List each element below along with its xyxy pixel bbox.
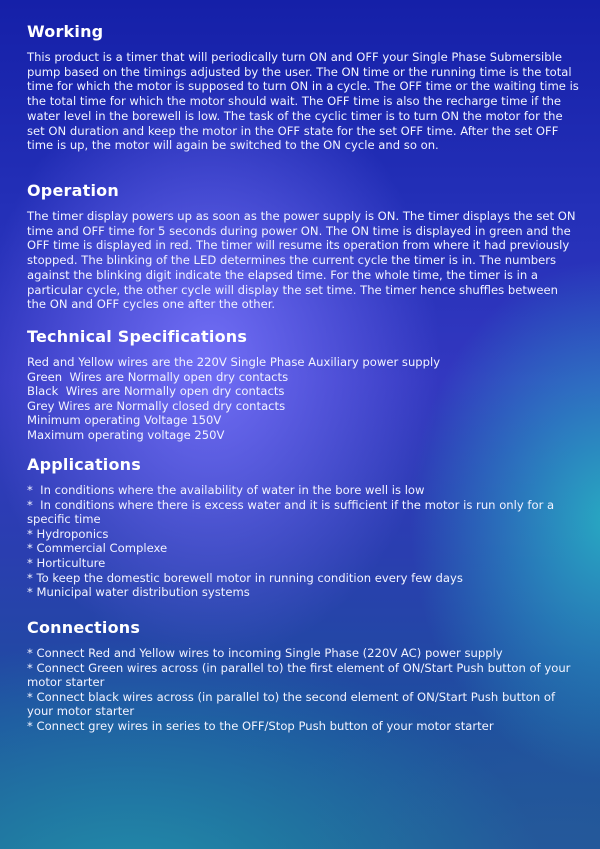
technical-specifications-list — [27, 355, 579, 443]
section-connections — [27, 618, 579, 734]
list-item: * Connect black wires across (in parallel to) the second element of ON/Start Push button of your motor starter — [27, 689, 559, 719]
connections-list — [27, 646, 579, 734]
list-item: * In conditions where the availability of water in the bore well is low — [27, 483, 425, 497]
section-technical-specifications — [27, 327, 579, 443]
section-working — [27, 22, 579, 153]
list-item: * Municipal water distribution systems — [27, 585, 250, 600]
list-item: Grey Wires are Normally closed dry contacts — [27, 398, 286, 413]
applications-heading: Applications — [27, 455, 141, 474]
list-item: Black Wires are Normally open dry contacts — [27, 384, 285, 399]
operation-heading: Operation — [27, 181, 119, 200]
list-item: Minimum operating Voltage 150V — [27, 413, 222, 428]
working-body: This product is a timer that will periodically turn ON and OFF your Single Phase Submersible pump based on the timings adjusted by the user. The ON time or the running time is the total time for which the motor is supposed to turn ON in a cycle. The OFF time or the waiting time is the total time for which the motor should wait. The OFF time is also the recharge time if the water level in the borewell is low. The task of the cyclic timer is to turn ON the motor for the set ON duration and keep the motor in the OFF state for the set OFF time. After the set OFF time is up, the motor will again be switched to the ON cycle and so on. — [27, 50, 579, 153]
applications-list — [27, 483, 579, 600]
list-item: Red and Yellow wires are the 220V Single Phase Auxiliary power supply — [27, 355, 441, 369]
list-item: * Connect Green wires across (in parallel to) the first element of ON/Start Push button of your motor starter — [27, 660, 575, 690]
section-applications — [27, 455, 579, 600]
working-heading: Working — [27, 22, 104, 41]
list-item: Maximum operating voltage 250V — [27, 427, 225, 442]
list-item: * To keep the domestic borewell motor in running condition every few days — [27, 570, 463, 585]
list-item: * Horticulture — [27, 555, 106, 570]
technical-specifications-heading: Technical Specifications — [27, 327, 248, 346]
list-item: * Commercial Complexe — [27, 541, 168, 556]
list-item: * Hydroponics — [27, 526, 109, 541]
connections-heading: Connections — [27, 618, 141, 637]
list-item: * In conditions where there is excess water and it is sufficient if the motor is run only for a specific time — [27, 497, 558, 527]
list-item: * Connect Red and Yellow wires to incoming Single Phase (220V AC) power supply — [27, 646, 503, 660]
operation-body: The timer display powers up as soon as the power supply is ON. The timer displays the set ON time and OFF time for 5 seconds during power ON. The ON time is displayed in green and the OFF time is displayed in red. The timer will resume its operation from where it had previously stopped. The blinking of the LED determines the current cycle the timer is in. The numbers against the blinking digit indicate the elapsed time. For the whole time, the timer is in a particular cycle, the other cycle will display the set time. The timer hence shuffles between the ON and OFF cycles one after the other. — [27, 209, 576, 312]
list-item: Green Wires are Normally open dry contacts — [27, 369, 289, 384]
section-operation — [27, 181, 579, 312]
list-item: * Connect grey wires in series to the OFF/Stop Push button of your motor starter — [27, 718, 494, 733]
